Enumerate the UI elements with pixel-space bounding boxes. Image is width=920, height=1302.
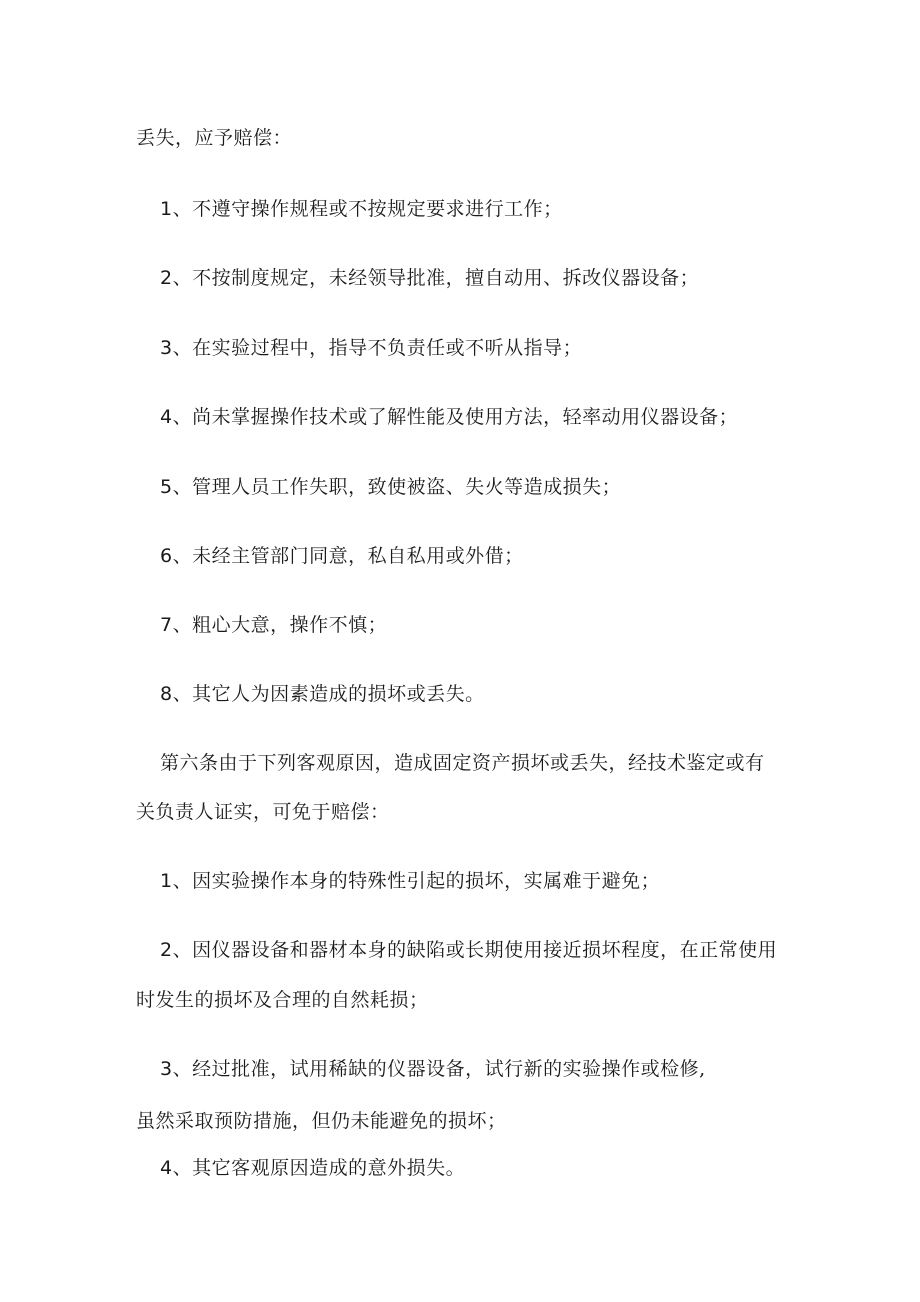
paragraph-intro-tail: 丢失，应予赔偿： — [136, 127, 293, 149]
article-6-line-2: 关负责人证实，可免于赔偿： — [136, 801, 390, 823]
item-text: 、管理人员工作失职，致使被盗、失火等造成损失； — [172, 476, 622, 498]
item-number: 5 — [160, 476, 173, 498]
item-text: 、尚未掌握操作技术或了解性能及使用方法，轻率动用仪器设备； — [172, 406, 739, 428]
list-item — [160, 938, 777, 962]
list-item — [160, 544, 524, 568]
item-text: 、在实验过程中，指导不负责任或不听从指导； — [172, 337, 583, 359]
list-item — [160, 197, 563, 221]
item-text: 、因实验操作本身的特殊性引起的损坏，实属难于避免； — [172, 870, 661, 892]
item-number: 7 — [160, 614, 173, 636]
list-item — [160, 266, 699, 290]
list-item-continuation: 虽然采取预防措施，但仍未能避免的损坏； — [136, 1110, 507, 1132]
item-number: 3 — [160, 337, 173, 359]
list-item — [160, 405, 738, 429]
list-item — [160, 475, 621, 499]
item-text: 、其它客观原因造成的意外损失。 — [172, 1157, 466, 1179]
article-6-line-1: 第六条由于下列客观原因，造成固定资产损坏或丢失，经技术鉴定或有 — [160, 752, 765, 774]
list-item-continuation: 时发生的损坏及合理的自然耗损； — [136, 989, 429, 1011]
item-number: 4 — [160, 1157, 173, 1179]
item-number: 1 — [160, 870, 173, 892]
list-item — [160, 1156, 465, 1180]
item-number: 3 — [160, 1058, 173, 1080]
item-text: 、不按制度规定，未经领导批准，擅自动用、拆改仪器设备； — [172, 267, 700, 289]
list-item — [160, 1057, 706, 1081]
item-number: 8 — [160, 683, 173, 705]
item-number: 4 — [160, 406, 173, 428]
item-number: 2 — [160, 939, 173, 961]
item-number: 2 — [160, 267, 173, 289]
item-text: 、未经主管部门同意，私自私用或外借； — [172, 545, 524, 567]
list-item — [160, 869, 660, 893]
item-text: 、其它人为因素造成的损坏或丢失。 — [172, 683, 485, 705]
list-item — [160, 336, 582, 360]
item-text: 、粗心大意，操作不慎； — [172, 614, 388, 636]
item-number: 1 — [160, 198, 173, 220]
item-text: 、因仪器设备和器材本身的缺陷或长期使用接近损坏程度，在正常使用 — [172, 939, 778, 961]
list-item — [160, 682, 485, 706]
item-text: 、经过批准，试用稀缺的仪器设备，试行新的实验操作或检修, — [172, 1058, 706, 1080]
item-number: 6 — [160, 545, 173, 567]
list-item — [160, 613, 387, 637]
item-text: 、不遵守操作规程或不按规定要求进行工作； — [172, 198, 563, 220]
